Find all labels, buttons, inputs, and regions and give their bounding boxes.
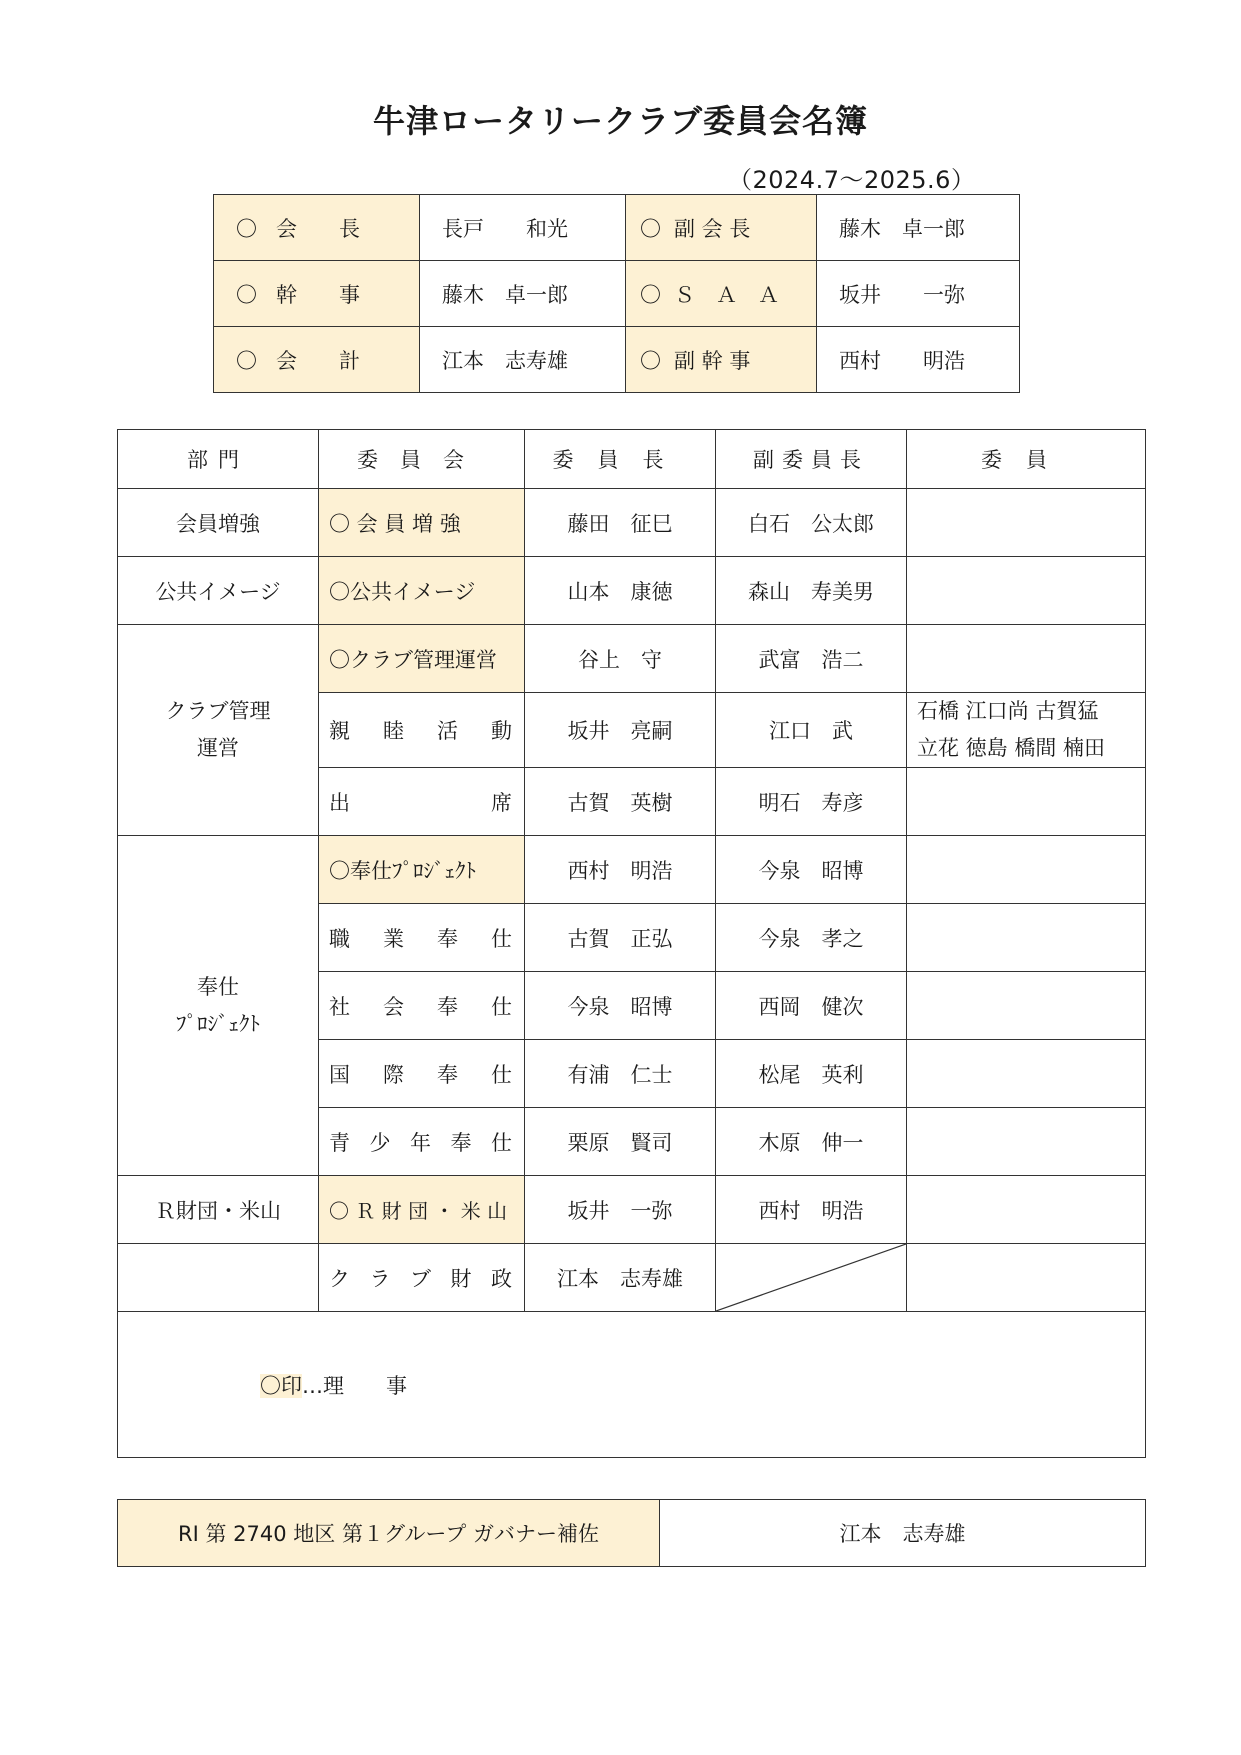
officer-row xyxy=(214,261,1020,327)
officer-name: 藤木 卓一郎 xyxy=(817,195,1020,261)
chair-cell: 藤田 征巳 xyxy=(525,489,716,557)
table-row xyxy=(118,557,1146,625)
committee-cell: 〇 会 員 増 強 xyxy=(319,489,525,557)
chair-cell: 西村 明浩 xyxy=(525,836,716,904)
members-cell xyxy=(907,557,1146,625)
vice-cell: 西岡 健次 xyxy=(716,972,907,1040)
officer-name: 江本 志寿雄 xyxy=(420,327,626,393)
vice-cell: 松尾 英利 xyxy=(716,1040,907,1108)
officer-name: 西村 明浩 xyxy=(817,327,1020,393)
header-members: 委員 xyxy=(907,430,1146,489)
members-line: 立花 徳島 橋間 楠田 xyxy=(917,736,1106,760)
officer-role: 〇 幹 事 xyxy=(214,261,420,327)
officer-role: 〇 会 長 xyxy=(214,195,420,261)
dept-cell: 公共イメージ xyxy=(118,557,319,625)
dept-label-line2: 運営 xyxy=(197,736,239,760)
chair-cell: 古賀 英樹 xyxy=(525,768,716,836)
dept-label-line1: クラブ管理 xyxy=(165,699,271,723)
members-cell xyxy=(907,1176,1146,1244)
officer-role: 〇 副 会 長 xyxy=(626,195,817,261)
legend-cell xyxy=(118,1312,1146,1458)
legend-row xyxy=(118,1312,1146,1458)
header-chair: 委員長 xyxy=(525,430,716,489)
committee-cell: 〇 Ｒ 財 団 ・ 米 山 xyxy=(319,1176,525,1244)
vice-cell: 今泉 孝之 xyxy=(716,904,907,972)
vice-cell: 西村 明浩 xyxy=(716,1176,907,1244)
chair-cell: 谷上 守 xyxy=(525,625,716,693)
legend-text: …理 事 xyxy=(302,1373,407,1398)
committee-cell: 〇公共イメージ xyxy=(319,557,525,625)
committee-cell: 出 席 xyxy=(319,768,525,836)
vice-cell: 森山 寿美男 xyxy=(716,557,907,625)
members-cell xyxy=(907,1040,1146,1108)
table-row xyxy=(118,1244,1146,1312)
governor-table xyxy=(117,1499,1146,1567)
page-title: 牛津ロータリークラブ委員会名簿 xyxy=(372,102,868,140)
officer-name: 藤木 卓一郎 xyxy=(420,261,626,327)
table-row xyxy=(118,1176,1146,1244)
officer-role: 〇 Ｓ Ａ Ａ xyxy=(626,261,817,327)
director-mark: 〇印 xyxy=(260,1373,302,1398)
chair-cell: 有浦 仁士 xyxy=(525,1040,716,1108)
vice-cell: 武富 浩二 xyxy=(716,625,907,693)
officer-name: 坂井 一弥 xyxy=(817,261,1020,327)
table-row xyxy=(118,625,1146,693)
dept-cell xyxy=(118,625,319,836)
officer-row xyxy=(214,327,1020,393)
committee-cell: ク ラ ブ 財 政 xyxy=(319,1244,525,1312)
legend xyxy=(260,1370,1241,1400)
vice-cell: 今泉 昭博 xyxy=(716,836,907,904)
committee-cell: 社 会 奉 仕 xyxy=(319,972,525,1040)
committee-cell: 国 際 奉 仕 xyxy=(319,1040,525,1108)
chair-cell: 古賀 正弘 xyxy=(525,904,716,972)
dept-cell: Ｒ財団・米山 xyxy=(118,1176,319,1244)
header-committee: 委員会 xyxy=(319,430,525,489)
members-cell xyxy=(907,972,1146,1040)
chair-cell: 山本 康徳 xyxy=(525,557,716,625)
vice-cell: 白石 公太郎 xyxy=(716,489,907,557)
vice-cell-crossed xyxy=(716,1244,907,1312)
members-line: 石橋 江口尚 古賀猛 xyxy=(917,699,1099,723)
members-cell xyxy=(907,1108,1146,1176)
header-row xyxy=(118,430,1146,489)
members-cell xyxy=(907,489,1146,557)
chair-cell: 坂井 一弥 xyxy=(525,1176,716,1244)
vice-cell: 明石 寿彦 xyxy=(716,768,907,836)
governor-label: RI 第 2740 地区 第１グループ ガバナー補佐 xyxy=(118,1500,660,1567)
members-cell xyxy=(907,625,1146,693)
diagonal-line xyxy=(716,1244,906,1311)
vice-cell: 木原 伸一 xyxy=(716,1108,907,1176)
members-cell xyxy=(907,836,1146,904)
officer-role: 〇 会 計 xyxy=(214,327,420,393)
members-cell xyxy=(907,768,1146,836)
members-cell xyxy=(907,904,1146,972)
committee-cell: 職 業 奉 仕 xyxy=(319,904,525,972)
term-period: （2024.7～2025.6） xyxy=(728,166,976,194)
table-row xyxy=(118,489,1146,557)
header-vice: 副委員長 xyxy=(716,430,907,489)
dept-cell xyxy=(118,836,319,1176)
dept-cell: 会員増強 xyxy=(118,489,319,557)
chair-cell: 江本 志寿雄 xyxy=(525,1244,716,1312)
table-row xyxy=(118,836,1146,904)
chair-cell: 坂井 亮嗣 xyxy=(525,693,716,768)
chair-cell: 栗原 賢司 xyxy=(525,1108,716,1176)
members-cell xyxy=(907,693,1146,768)
chair-cell: 今泉 昭博 xyxy=(525,972,716,1040)
members-cell xyxy=(907,1244,1146,1312)
committee-table xyxy=(117,429,1146,1458)
dept-cell xyxy=(118,1244,319,1312)
officer-role: 〇 副 幹 事 xyxy=(626,327,817,393)
dept-label-line1: 奉仕 xyxy=(197,974,239,999)
dept-label-line2: ﾌﾟﾛｼﾞｪｸﾄ xyxy=(176,1011,260,1036)
header-dept: 部門 xyxy=(118,430,319,489)
officers-table xyxy=(213,194,1020,393)
officer-name: 長戸 和光 xyxy=(420,195,626,261)
governor-name: 江本 志寿雄 xyxy=(660,1500,1146,1567)
committee-cell: 親 睦 活 動 xyxy=(319,693,525,768)
vice-cell: 江口 武 xyxy=(716,693,907,768)
committee-cell: 〇奉仕ﾌﾟﾛｼﾞｪｸﾄ xyxy=(319,836,525,904)
officer-row xyxy=(214,195,1020,261)
governor-row xyxy=(118,1500,1146,1567)
committee-cell: 青 少 年 奉 仕 xyxy=(319,1108,525,1176)
committee-cell: 〇クラブ管理運営 xyxy=(319,625,525,693)
